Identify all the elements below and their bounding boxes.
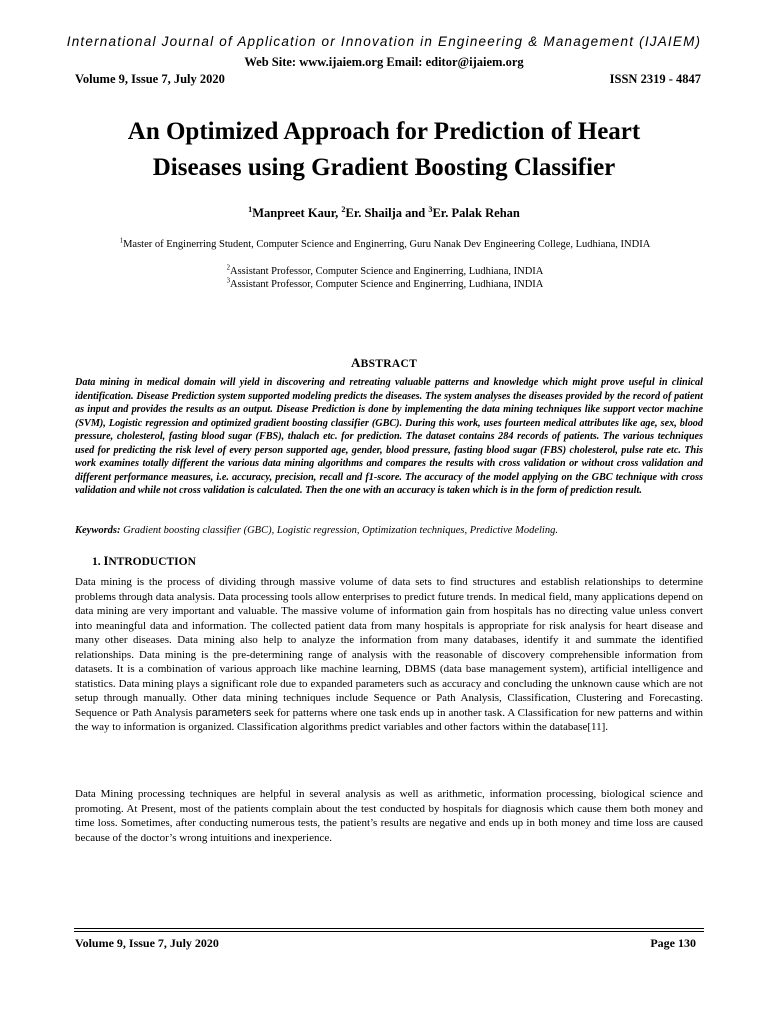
abstract-heading-initial: A (350, 355, 361, 370)
journal-website-line: Web Site: www.ijaiem.org Email: editor@ijaiem.org (244, 55, 524, 69)
author-1: Manpreet Kaur, (252, 206, 342, 220)
section-heading-rest: NTRODUCTION (108, 556, 196, 568)
intro-paragraph-1-part-a: Data mining is the process of dividing through massive volume of data sets to find structures and establish relationships to determine problems through data analysis. Data processing tools allow enterprises to predict future trends. In medical field, many applications depend on data mining are very important and valuable. The massive volume of information gain from hospitals has no directing value unless convert into meaningful data and information. The collected patient data from many hospitals is appropriate for risk analysis for heart disease and many other diseases. Data mining also help to analyze the information from many databases, identify it and summate the identified relationships. Data mining is the pre-determining range of analysis with the reasonable of discovery comprehensible information from datasets. It is a combination of various approach like machine learning, DBMS (data base management system), artificial intelligence and statistics. Data mining plays a significant role due to expanded parameters such as accuracy and concluding the unknown cause which are not setup through manually. Other data mining techniques include Sequence or Path Analysis, Classification, Clustering and Forecasting. Sequence or Path Analysis (75, 576, 703, 719)
affiliation-1-marker: 1 (119, 237, 124, 245)
author-2-marker: 2 (341, 204, 346, 214)
paper-title-line-1: An Optimized Approach for Prediction of Heart (127, 118, 641, 145)
intro-paragraph-1-part-b: seek for patterns where one task ends up in another task. A Classification for new patterns and within the way to information is organized. Classification algorithms predict variables and other factors within the database[11]. (75, 706, 703, 733)
intro-paragraph-2: Data Mining processing techniques are helpful in several analysis as well as arithmetic, information processing, biological science and promoting. At Present, most of the patients complain about the test conducted by hospitals for diagnosis which cause them both money and time loss. Sometimes, after conducting numerous tests, the patient’s results are negative and ends up in both money and time loss are caused because of the doctor’s wrong intuitions and inexperience. (75, 788, 703, 844)
affiliation-2-text: Assistant Professor, Computer Science and Enginerring, Ludhiana, INDIA (230, 266, 544, 277)
affiliation-2-marker: 2 (226, 264, 231, 272)
affiliation-3 (75, 279, 695, 292)
affiliation-3-marker: 3 (226, 277, 231, 285)
abstract-heading (0, 355, 768, 371)
header-volume-issue: Volume 9, Issue 7, July 2020 (75, 72, 225, 86)
keywords (75, 524, 703, 538)
keywords-label: Keywords: (75, 525, 121, 536)
paper-title (60, 114, 708, 186)
abstract-heading-rest: BSTRACT (360, 358, 418, 370)
section-number: 1. (92, 556, 104, 568)
author-3-marker: 3 (428, 204, 433, 214)
section-heading-initial: I (103, 554, 109, 568)
journal-name: International Journal of Application or Innovation in Engineering & Management (IJAIEM) (66, 34, 702, 49)
footer-page-number: Page 130 (650, 936, 696, 950)
affiliation-3-text: Assistant Professor, Computer Science and Enginerring, Ludhiana, INDIA (230, 279, 544, 290)
header-issn: ISSN 2319 - 4847 (609, 72, 701, 86)
author-2: Er. Shailja and (345, 206, 429, 220)
footer-volume-issue: Volume 9, Issue 7, July 2020 (75, 936, 219, 950)
affiliation-2 (75, 266, 695, 279)
intro-paragraph-1-sans-word: parameters (195, 706, 252, 719)
intro-paragraph-1 (75, 575, 703, 735)
abstract-body: Data mining in medical domain will yield in discovering and retreating valuable patterns and knowledge which might prove useful in clinical identification. Disease Prediction system supported modeling predicts the diseases. The system analyses the diseases provided by the record of patient as input and provides the results as an output. Disease Prediction is done by implementing the data mining techniques like support vector machine (SVM), Logistic regression and optimized gradient boosting classifier (GBC). During this work, uses fourteen medical attributes like age, sex, blood pressure, cholesterol, fasting blood sugar (FBS), thalach etc. for prediction. The dataset contains 284 records of patients. The various techniques used for predicting the risk level of every person supported age, gender, blood pressure, fasting blood sugar (FBS) cholesterol, pulse rate etc. This work examines totally different the various data mining algorithms and compares the results with cross validation or without cross validation and different performance measures, i.e. accuracy, precision, recall and f1-score. The accuracy of the model applying on the GBC technique with cross validation and while not cross validation is calculated. Then the one with an accuracy is taken which is in the form of prediction result. (75, 377, 703, 496)
paper-title-line-2: Diseases using Gradient Boosting Classifier (152, 154, 616, 181)
author-1-marker: 1 (248, 204, 253, 214)
author-3: Er. Palak Rehan (432, 206, 520, 220)
affiliation-1 (75, 239, 695, 252)
affiliation-1-text: Master of Enginerring Student, Computer Science and Enginerring, Guru Nanak Dev Engineering College, Ludhiana, INDIA (123, 239, 651, 250)
section-heading-introduction (92, 554, 196, 569)
footer-rule (74, 928, 704, 932)
keywords-text: Gradient boosting classifier (GBC), Logistic regression, Optimization techniques, Predictive Modeling. (120, 525, 558, 536)
author-list (0, 205, 768, 221)
